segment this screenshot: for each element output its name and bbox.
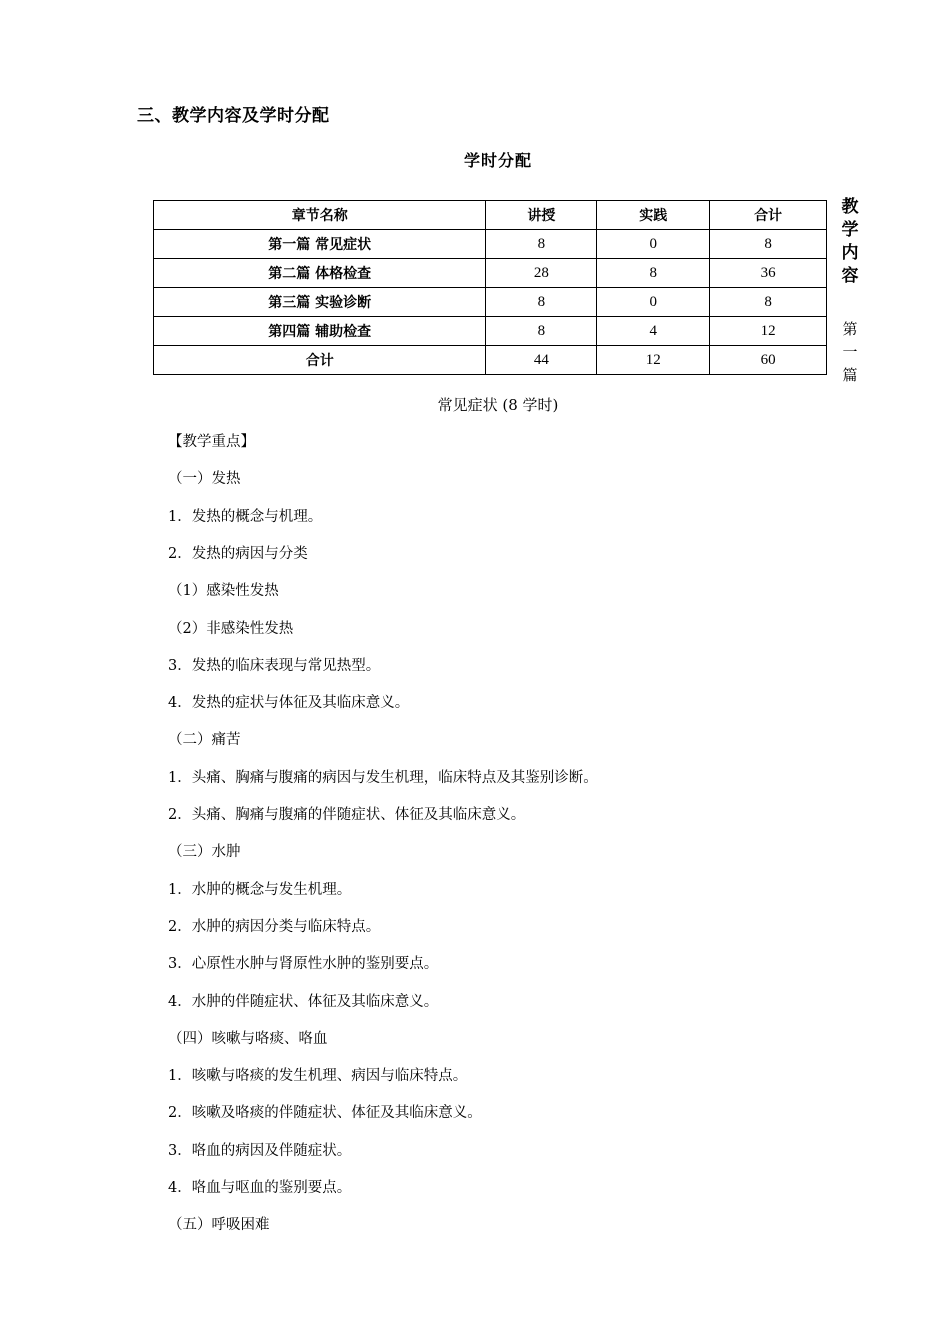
content-line: 3．咯血的病因及伴随症状。 [168,1142,352,1159]
content-line: 4．咯血与呕血的鉴别要点。 [168,1180,352,1196]
header-cell: 章节名称 [154,201,486,230]
total-label-cell: 合计 [154,346,486,375]
content-line: （二）痛苦 [168,732,241,749]
content-line: （2）非感染性发热 [168,620,294,637]
total-hours-cell: 8 [710,230,827,259]
content-line: 1．头痛、胸痛与腹痛的病因与发生机理，临床特点及其鉴别诊断。 [168,769,598,786]
content-line: 4．发热的症状与体征及其临床意义。 [168,695,410,712]
lecture-hours-cell: 8 [486,288,597,317]
content-line: （四）咳嗽与咯痰、咯血 [168,1030,328,1047]
practice-hours-cell: 8 [597,259,710,288]
total-hours-cell: 36 [710,259,827,288]
chapter-name-cell: 第三篇 实验诊断 [154,288,486,317]
table-row [154,230,827,259]
practice-hours-cell: 0 [597,230,710,259]
section-heading: 三、教学内容及学时分配 [137,106,330,126]
practice-hours-cell: 0 [597,288,710,317]
table-header-row [154,201,827,230]
total-hours-cell: 60 [710,346,827,375]
content-line: 1．水肿的概念与发生机理。 [168,881,352,898]
chapter-name-cell: 第一篇 常见症状 [154,230,486,259]
practice-hours-cell: 4 [597,317,710,346]
lecture-hours-cell: 28 [486,259,597,288]
lecture-hours-cell: 44 [486,346,597,375]
header-cell: 讲授 [486,201,597,230]
content-line: 1．咳嗽与咯痰的发生机理、病因与临床特点。 [168,1068,468,1085]
content-line: 3．心原性水肿与肾原性水肿的鉴别要点。 [168,956,439,973]
content-line: 3．发热的临床表现与常见热型。 [168,657,381,674]
content-line: 2．咳嗽及咯痰的伴随症状、体征及其临床意义。 [168,1105,482,1122]
content-line: 1．发热的概念与机理。 [168,508,323,525]
lecture-hours-cell: 8 [486,230,597,259]
chapter-name-cell: 第四篇 辅助检查 [154,317,486,346]
content-line: 【教学重点】 [168,434,255,450]
lecture-hours-cell: 8 [486,317,597,346]
practice-hours-cell: 12 [597,346,710,375]
content-line: 2．发热的病因与分类 [168,545,308,562]
side-part-vertical: 第一篇 [842,320,858,384]
content-line: （五）呼吸困难 [168,1217,270,1234]
content-line: 2．水肿的病因分类与临床特点。 [168,918,381,935]
header-cell: 实践 [597,201,710,230]
content-line: 2．头痛、胸痛与腹痛的伴随症状、体征及其临床意义。 [168,807,526,823]
table-title: 学时分配 [463,151,532,170]
part-heading: 常见症状 (8 学时) [437,396,559,414]
table-row [154,259,827,288]
total-hours-cell: 12 [710,317,827,346]
chapter-name-cell: 第二篇 体格检查 [154,259,486,288]
content-line: （一）发热 [168,471,241,488]
table-row [154,317,827,346]
content-line: 4．水肿的伴随症状、体征及其临床意义。 [168,993,439,1010]
hours-table [153,200,827,375]
total-hours-cell: 8 [710,288,827,317]
content-line: （1）感染性发热 [168,583,279,600]
header-cell: 合计 [710,201,827,230]
content-line: （三）水肿 [168,844,241,861]
table-row [154,288,827,317]
table-total-row [154,346,827,375]
side-label-vertical: 教学内容 [841,197,859,286]
